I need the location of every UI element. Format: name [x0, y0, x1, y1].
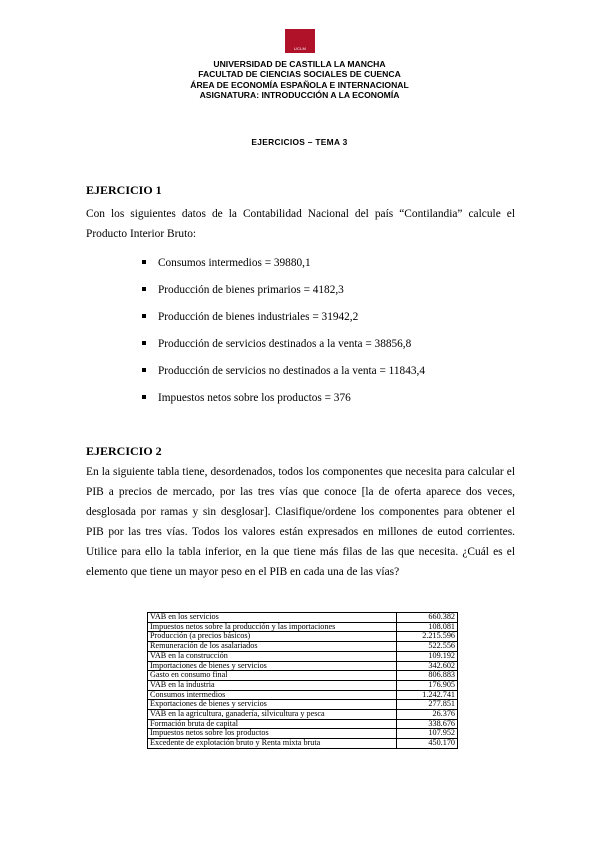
- component-label: Impuestos netos sobre la producción y las importaciones: [148, 622, 397, 632]
- component-value: 108.081: [397, 622, 458, 632]
- table-row: [148, 642, 458, 652]
- component-value: 277.851: [397, 700, 458, 710]
- exercise-1-text: Con los siguientes datos de la Contabilidad Nacional del país “Contilandia” calcule el Producto Interior Bruto:: [86, 208, 515, 240]
- exercise-1-title: EJERCICIO 1: [86, 183, 162, 197]
- university-logo: [285, 29, 315, 53]
- exercise-1-data-list: [142, 253, 425, 415]
- list-item: Producción de bienes industriales = 31942,2: [142, 307, 425, 334]
- exercise-2-title: EJERCICIO 2: [86, 444, 162, 458]
- exercise-2-text: En la siguiente tabla tiene, desordenados, todos los componentes que necesita para calcular el PIB a precios de mercado, por las tres vías que conoce [la de oferta aparece dos veces, desglosada por ramas y sin desglosar]. Clasifique/ordene los componentes para obtener el PIB por las tres vías. Todos los valores están expresados en millones de eutod corrientes. Utilice para ello la tabla inferior, en la que tiene más filas de las que necesita. ¿Cuál es el elemento que tiene un mayor peso en el PIB en cada una de las vías?: [86, 466, 515, 578]
- component-label: Producción (a precios básicos): [148, 632, 397, 642]
- component-value: 338.676: [397, 719, 458, 729]
- component-label: Importaciones de bienes y servicios: [148, 661, 397, 671]
- component-label: Consumos intermedios: [148, 690, 397, 700]
- table-row: [148, 651, 458, 661]
- logo-text: UCLM: [293, 46, 307, 51]
- list-item: Producción de servicios destinados a la venta = 38856,8: [142, 334, 425, 361]
- component-label: Impuestos netos sobre los productos: [148, 729, 397, 739]
- component-value: 176.905: [397, 680, 458, 690]
- component-value: 107.952: [397, 729, 458, 739]
- table-row: [148, 613, 458, 623]
- component-label: VAB en la industria: [148, 680, 397, 690]
- table-row: [148, 739, 458, 749]
- components-table: [147, 612, 458, 749]
- component-value: 26.376: [397, 710, 458, 720]
- table-row: [148, 710, 458, 720]
- component-label: VAB en la construcción: [148, 651, 397, 661]
- component-value: 1.242.741: [397, 690, 458, 700]
- component-label: Excedente de explotación bruto y Renta mixta bruta: [148, 739, 397, 749]
- header-subject: ASIGNATURA: INTRODUCCIÓN A LA ECONOMÍA: [199, 90, 400, 101]
- header-university: UNIVERSIDAD DE CASTILLA LA MANCHA: [213, 59, 386, 69]
- document-header: [0, 59, 599, 101]
- list-item: Producción de servicios no destinados a la venta = 11843,4: [142, 361, 425, 388]
- component-value: 450.170: [397, 739, 458, 749]
- component-label: VAB en la agricultura, ganadería, silvicultura y pesca: [148, 710, 397, 720]
- component-value: 2.215.596: [397, 632, 458, 642]
- component-label: VAB en los servicios: [148, 613, 397, 623]
- component-value: 660.382: [397, 613, 458, 623]
- header-faculty: FACULTAD DE CIENCIAS SOCIALES DE CUENCA: [198, 69, 401, 80]
- document-subtitle: EJERCICIOS – TEMA 3: [251, 137, 348, 147]
- component-label: Formación bruta de capital: [148, 719, 397, 729]
- table-row: [148, 671, 458, 681]
- component-label: Exportaciones de bienes y servicios: [148, 700, 397, 710]
- list-item: Consumos intermedios = 39880,1: [142, 253, 425, 280]
- header-area: ÁREA DE ECONOMÍA ESPAÑOLA E INTERNACIONAL: [190, 79, 409, 90]
- component-value: 522.556: [397, 642, 458, 652]
- component-value: 342.602: [397, 661, 458, 671]
- component-value: 109.192: [397, 651, 458, 661]
- table-row: [148, 680, 458, 690]
- component-value: 806.883: [397, 671, 458, 681]
- list-item: Impuestos netos sobre los productos = 376: [142, 388, 425, 415]
- component-label: Gasto en consumo final: [148, 671, 397, 681]
- component-label: Remuneración de los asalariados: [148, 642, 397, 652]
- list-item: Producción de bienes primarios = 4182,3: [142, 280, 425, 307]
